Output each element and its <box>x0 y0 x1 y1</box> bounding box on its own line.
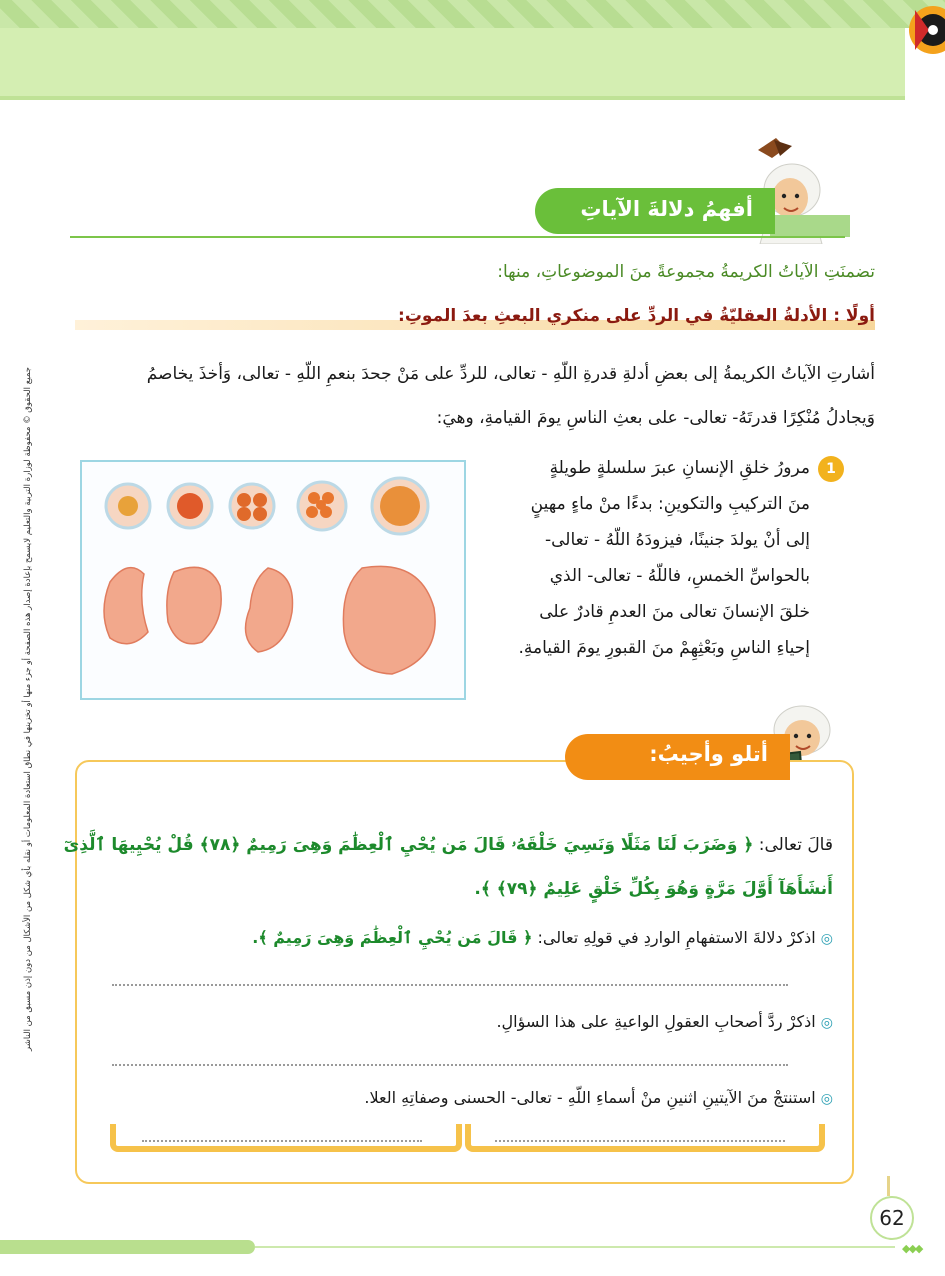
header-line <box>0 96 905 100</box>
footer-line <box>255 1246 895 1248</box>
verse-intro: قالَ تعالى: <box>758 835 833 855</box>
embryo-development-illustration <box>80 460 466 700</box>
answer-line-1[interactable] <box>112 984 788 986</box>
page-number: 62 <box>870 1196 914 1240</box>
footer-dots-icon: ◆◆◆ <box>902 1242 922 1255</box>
section-banner-recite <box>565 734 790 780</box>
question-2 <box>496 1012 833 1031</box>
point-line: بالحواسِّ الخمسِ، فاللّهُ - تعالى- الذي <box>549 566 810 586</box>
banner-underline <box>70 236 845 238</box>
footer-bar <box>0 1240 255 1254</box>
header-pattern <box>0 0 945 28</box>
bullet-icon: ◎ <box>820 931 833 947</box>
question-1-verse: ﴿ قَالَ مَن يُحْيِ ٱلْعِظَٰمَ وَهِىَ رَمِيمٌ ﴾. <box>252 928 533 947</box>
bullet-icon: ◎ <box>820 1015 833 1031</box>
paragraph-line-2: وَيجادلُ مُنْكِرًا قدرتَهُ- تعالى- على بعثِ الناسِ يومَ القيامةِ، وهيَ: <box>436 408 875 428</box>
point-line: خلقَ الإنسانَ تعالى منَ العدمِ قادرٌ على <box>539 602 810 622</box>
embryo-stages-icon <box>82 462 464 698</box>
verse-text-1: ﴿ وَضَرَبَ لَنَا مَثَلًا وَنَسِيَ خَلْقَهُۥ قَالَ مَن يُحْيِ ٱلْعِظَٰمَ وَهِىَ رَمِيمٌ ﴿٧٨﴾ قُلْ يُحْيِيهَا ٱلَّذِىٓ <box>63 835 754 855</box>
point-line: إلى أنْ يولدَ جنينًا، فيزودَهُ اللّهُ - تعالى- <box>545 530 810 550</box>
verse-line-2: أَنشَأَهَآ أَوَّلَ مَرَّةٍ وَهُوَ بِكُلِّ خَلْقٍ عَلِيمٌ ﴿٧٩﴾ ﴾. <box>474 879 833 899</box>
answer-bracket-left <box>110 1124 462 1152</box>
corner-flower-icon <box>895 0 945 80</box>
section-banner-understand <box>535 188 775 234</box>
paragraph-line-1: أشارتِ الآياتُ الكريمةُ إلى بعضِ أدلةِ قدرةِ اللّهِ - تعالى، للردِّ على مَنْ جحدَ بنعمِ اللّهِ - تعالى، وَأخذَ يخاصمُ <box>146 364 875 384</box>
question-3-text: استنتجْ منَ الآيتينِ اثنينِ منْ أسماءِ اللّهِ - تعالى- الحسنى وصفاتِهِ العلا. <box>364 1088 816 1107</box>
question-2-text: اذكرْ ردَّ أصحابِ العقولِ الواعيةِ على هذا السؤالِ. <box>496 1012 816 1031</box>
bullet-icon: ◎ <box>820 1091 833 1107</box>
header-strip <box>0 28 905 98</box>
question-3 <box>364 1088 833 1107</box>
intro-text: تضمنَتِ الآياتُ الكريمةُ مجموعةً منَ الموضوعاتِ، منها: <box>497 262 875 282</box>
subheading-evidence <box>75 306 875 336</box>
section-title-understand: أفهمُ دلالةَ الآياتِ <box>580 197 753 221</box>
point-line: إحياءِ الناسِ وبَعْثِهِمْ منَ القبورِ يومَ القيامةِ. <box>518 638 810 658</box>
point-line: منَ التركيبِ والتكوينِ: بدءًا منْ ماءٍ مهينٍ <box>530 494 810 514</box>
answer-bracket-right <box>465 1124 825 1152</box>
verse-line-1 <box>64 834 833 855</box>
question-1-text: اذكرْ دلالةَ الاستفهامِ الواردِ في قولِهِ تعالى: <box>537 928 816 947</box>
section-title-recite: أتلو وأجيبُ: <box>649 742 768 766</box>
copyright-side-note: جميع الحقوق © محفوظة لوزارة التربية والتعليم لايسمح بإعادة إصدار هذه الصفحة أو جزء منها أو تخزينها في نطاق استعادة المعلومات أو نقله بأي شكل من الأشكال من دون إذن مسبق من الناشر <box>23 367 33 1051</box>
banner-tail <box>770 215 850 237</box>
page-marker <box>887 1176 890 1196</box>
exercise-frame <box>75 760 854 1184</box>
answer-line-2[interactable] <box>112 1064 788 1066</box>
point-line: مرورُ خلقِ الإنسانِ عبرَ سلسلةٍ طويلةٍ <box>549 458 810 478</box>
question-1 <box>252 928 833 947</box>
point-number-badge: 1 <box>818 456 844 482</box>
subheading-text: أولًا : الأدلةُ العقليّةُ في الردِّ على منكري البعثِ بعدَ الموتِ: <box>398 306 875 326</box>
